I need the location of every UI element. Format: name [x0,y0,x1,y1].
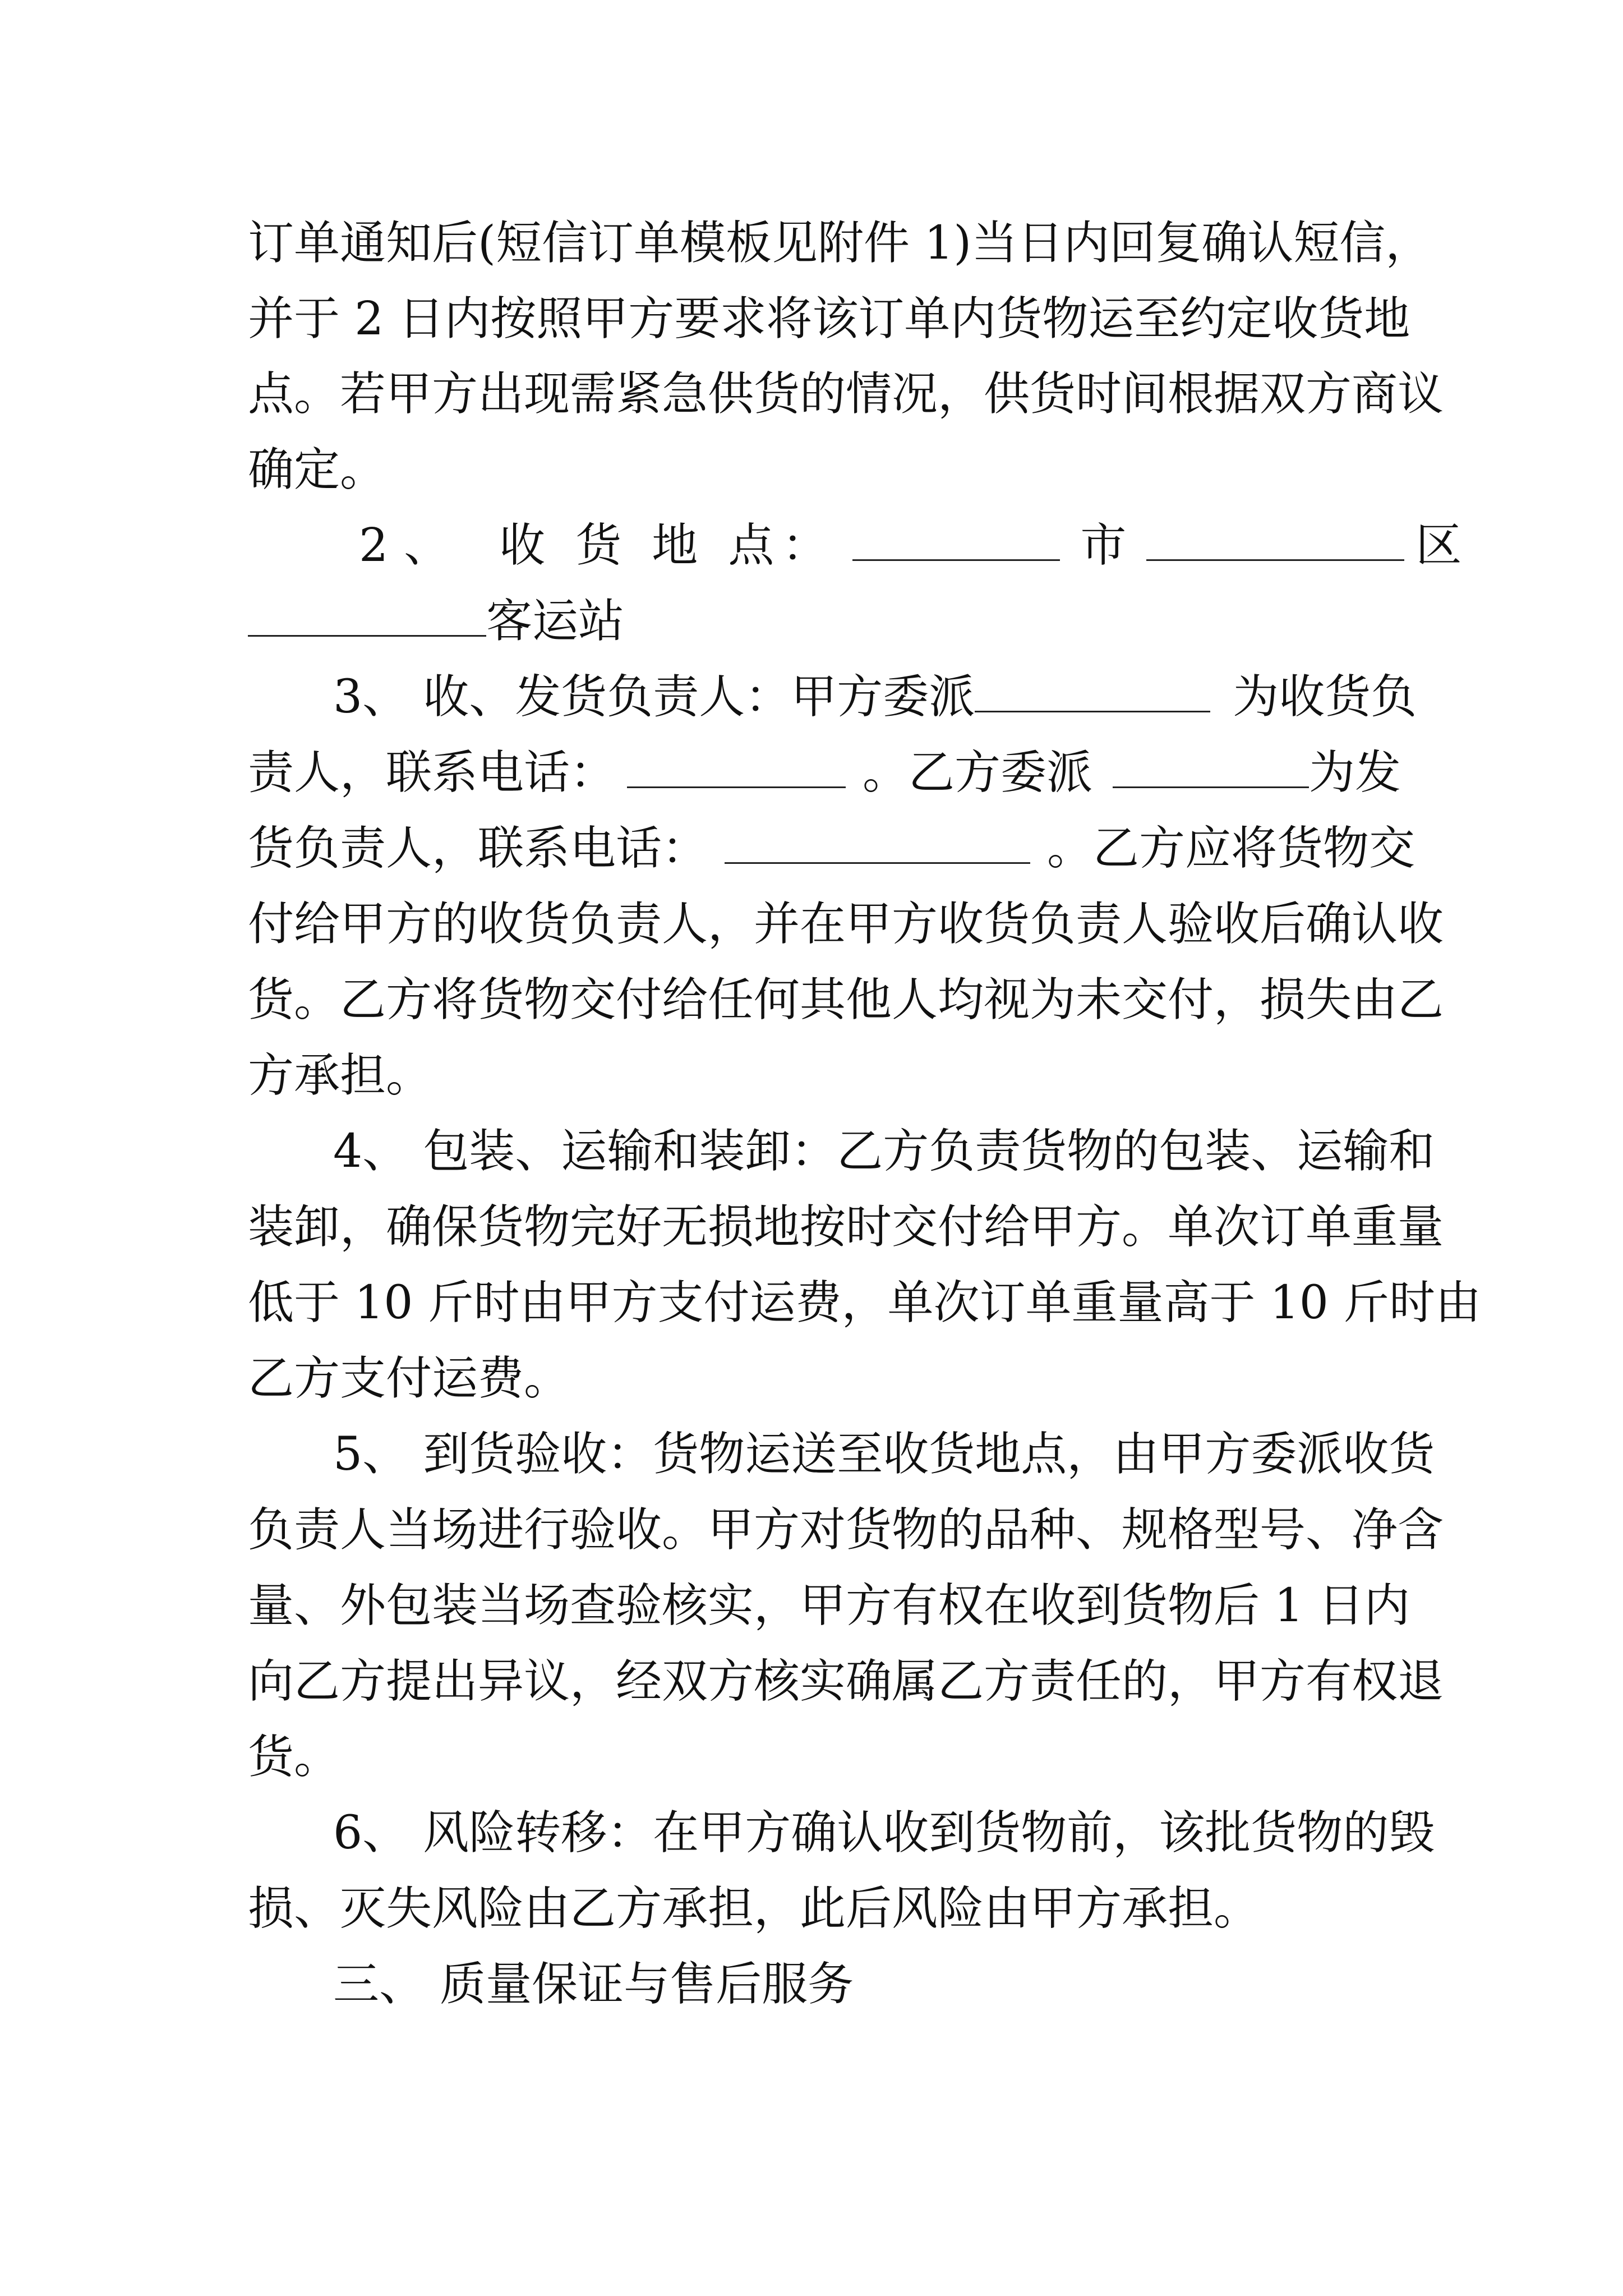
delivery-station-line [248,583,1386,659]
responsible-person-text: 3、 收、发货负责人：甲方委派 [333,670,975,724]
station-suffix: 客运站 [486,595,625,648]
paragraph-line: 点。若甲方出现需紧急供货的情况，供货时间根据双方商议 [248,367,1444,421]
paragraph-line: 低于 10 斤时由甲方支付运费，单次订单重量高于 10 斤时由 [248,1276,1481,1329]
paragraph-line: 装卸，确保货物完好无损地按时交付给甲方。单次订单重量 [248,1200,1444,1254]
city-suffix: 市 [1080,519,1127,572]
paragraph-line: 损、灭失风险由乙方承担，此后风险由甲方承担。 [248,1882,1260,1935]
responsible-person-line [248,811,1415,886]
responsible-person-text: 为发 [1309,746,1401,799]
paragraph-line: 货。乙方将货物交付给任何其他人均视为未交付，损失由乙 [248,973,1444,1027]
paragraph-line: 付给甲方的收货负责人，并在甲方收货负责人验收后确认收 [248,898,1444,951]
party-b-shipper-blank [1113,746,1309,788]
station-blank [248,595,486,637]
responsible-person-line [248,735,1401,811]
paragraph-line: 负责人当场进行验收。甲方对货物的品种、规格型号、净含 [248,1503,1444,1557]
responsible-person-text: 责人，联系电话： [248,746,616,799]
paragraph-line: 订单通知后(短信订单模板见附件 1)当日内回复确认短信， [248,217,1432,270]
paragraph-line: 5、 到货验收：货物运送至收货地点，由甲方委派收货 [333,1428,1435,1481]
responsible-person-line [333,659,1417,735]
delivery-location-label: 收 货 地 点： [499,519,836,572]
responsible-person-text: 为收货负 [1233,670,1417,724]
paragraph-line: 并于 2 日内按照甲方要求将该订单内货物运至约定收货地 [248,292,1410,346]
responsible-person-text: 货负责人，联系电话： [248,822,708,875]
paragraph-line: 6、 风险转移：在甲方确认收到货物前，该批货物的毁 [333,1806,1435,1860]
city-blank [852,519,1060,561]
section-heading: 三、 质量保证与售后服务 [333,1958,854,2011]
delivery-location-line [359,508,1462,583]
paragraph-line: 向乙方提出异议，经双方核实确属乙方责任的，甲方有权退 [248,1655,1444,1708]
paragraph-line: 方承担。 [248,1049,432,1102]
party-b-phone-blank [725,822,1030,864]
party-a-phone-blank [627,746,846,788]
paragraph-line: 货。 [248,1731,340,1784]
district-blank [1146,519,1404,561]
district-suffix: 区 [1415,519,1462,572]
responsible-person-text: 。乙方应将货物交 [1047,822,1415,875]
responsible-person-text: 。乙方委派 [863,746,1093,799]
paragraph-line: 确定。 [248,443,386,496]
paragraph-line: 4、 包装、运输和装卸：乙方负责货物的包装、运输和 [333,1125,1435,1178]
paragraph-line: 乙方支付运费。 [248,1352,570,1405]
item-number: 2、 [359,519,466,572]
party-a-receiver-blank [975,670,1210,712]
paragraph-line: 量、外包装当场查验核实，甲方有权在收到货物后 1 日内 [248,1579,1410,1632]
